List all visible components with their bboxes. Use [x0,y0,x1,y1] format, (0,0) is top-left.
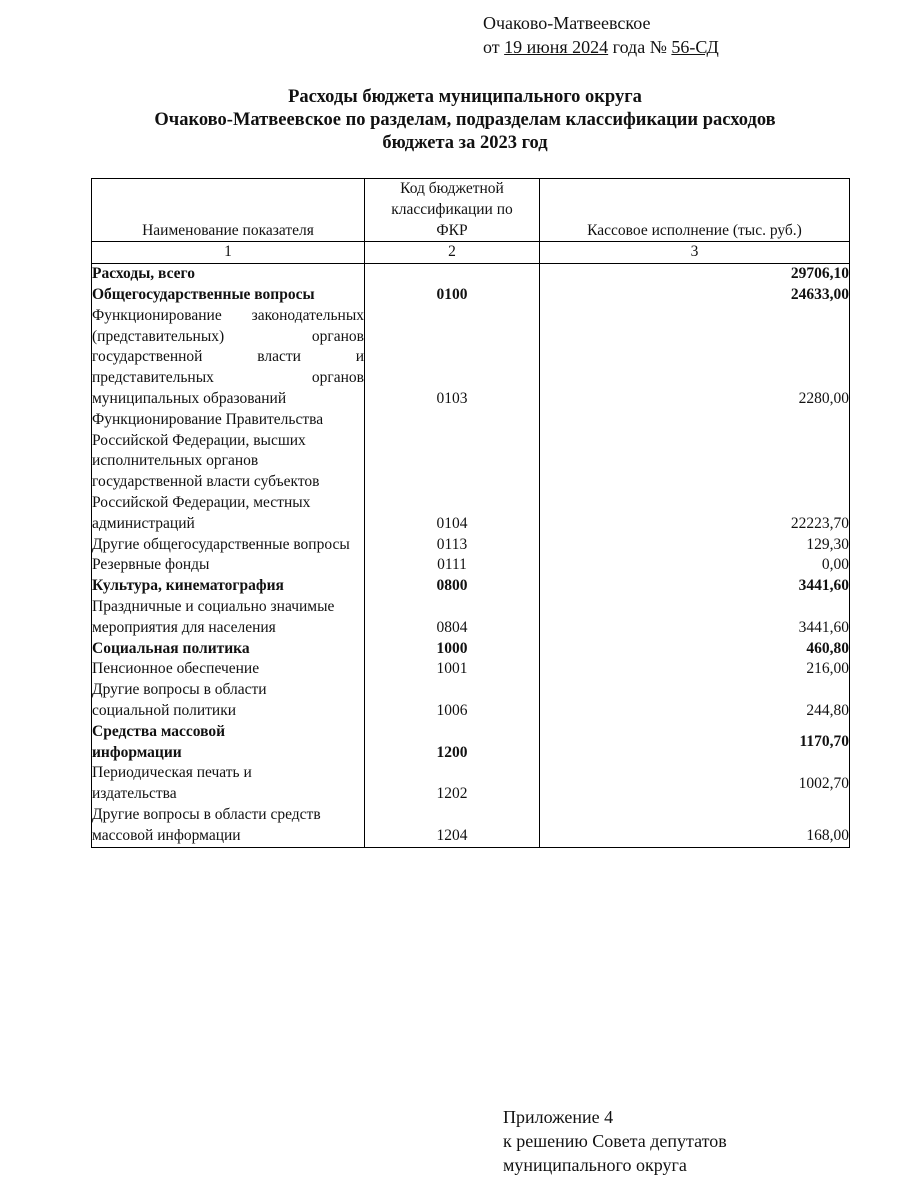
row-name: Социальная политика [92,639,365,660]
row-amount: 24633,00 [540,285,850,306]
row-name: Другие вопросы в области средств массовой информации [92,805,365,847]
row-code: 0104 [365,410,540,535]
row-name: Резервные фонды [92,555,365,576]
row-amount: 168,00 [540,805,850,847]
table-row [92,597,850,639]
row-name: Праздничные и социально значимые мероприятия для населения [92,597,365,639]
header-municipality: Очаково-Матвеевское [483,13,651,33]
row-name: Функционирование законодательных (представительных) органов государственной власти и представительных органов муниципальных образований [92,306,365,410]
title-line-1: Расходы бюджета муниципального округа [288,87,642,107]
row-amount: 129,30 [540,535,850,556]
title-line-2: Очаково-Матвеевское по разделам, подразделам классификации расходов [154,110,776,130]
row-name: Функционирование Правительства Российской Федерации, высших исполнительных органов государственной власти субъектов Российской Федерации, местных администраций [92,410,365,535]
row-code: 0111 [365,555,540,576]
appendix-line-1: Приложение 4 [503,1107,614,1127]
table-row [92,410,850,535]
row-code: 0103 [365,306,540,410]
row-code: 1006 [365,680,540,722]
header-amount: Кассовое исполнение (тыс. руб.) [540,179,850,242]
row-name: Другие вопросы в области социальной политики [92,680,365,722]
row-amount: 29706,10 [540,264,850,285]
header-decision-line [483,36,719,59]
row-name: Другие общегосударственные вопросы [92,535,365,556]
table-row [92,285,850,306]
row-code: 1202 [365,763,540,805]
header-name: Наименование показателя [92,179,365,242]
title-line-3: бюджета за 2023 год [382,133,548,153]
row-name: Культура, кинематография [92,576,365,597]
row-amount: 244,80 [540,680,850,722]
row-amount: 2280,00 [540,306,850,410]
appendix-note [503,1105,727,1177]
row-amount: 0,00 [540,555,850,576]
column-number: 1 [92,242,365,264]
table-row [92,639,850,660]
table-row [92,555,850,576]
table-row [92,763,850,805]
document-title [40,86,890,155]
table-row [92,535,850,556]
table-row [92,576,850,597]
row-code: 1000 [365,639,540,660]
budget-table [91,178,850,848]
appendix-line-2: к решению Совета депутатов [503,1131,727,1151]
row-name: Общегосударственные вопросы [92,285,365,306]
header-code: Код бюджетной классификации по ФКР [365,179,540,242]
row-amount: 460,80 [540,639,850,660]
row-code: 1001 [365,659,540,680]
table-row [92,306,850,410]
row-amount: 3441,60 [540,576,850,597]
header-number: 56-СД [671,37,719,57]
table-header-row [92,179,850,242]
column-number-row [92,242,850,264]
table-row [92,722,850,764]
row-amount: 22223,70 [540,410,850,535]
header-date: 19 июня 2024 [504,37,609,57]
row-name: Средства массовой информации [92,722,365,764]
row-name: Периодическая печать и издательства [92,763,365,805]
row-code: 0113 [365,535,540,556]
row-code: 0800 [365,576,540,597]
row-amount: 3441,60 [540,597,850,639]
row-code: 0100 [365,285,540,306]
row-amount: 1170,70 [540,722,850,764]
row-name: Расходы, всего [92,264,365,285]
row-code: 1204 [365,805,540,847]
row-code: 0804 [365,597,540,639]
table-row [92,659,850,680]
table-row [92,805,850,847]
row-code [365,264,540,285]
table-row [92,680,850,722]
column-number: 3 [540,242,850,264]
row-amount: 216,00 [540,659,850,680]
header-prefix: от [483,37,505,57]
column-number: 2 [365,242,540,264]
table-row [92,264,850,285]
row-amount: 1002,70 [540,763,850,805]
row-name: Пенсионное обеспечение [92,659,365,680]
header-mid: года № [608,37,672,57]
row-code: 1200 [365,722,540,764]
appendix-line-3: муниципального округа [503,1155,687,1175]
